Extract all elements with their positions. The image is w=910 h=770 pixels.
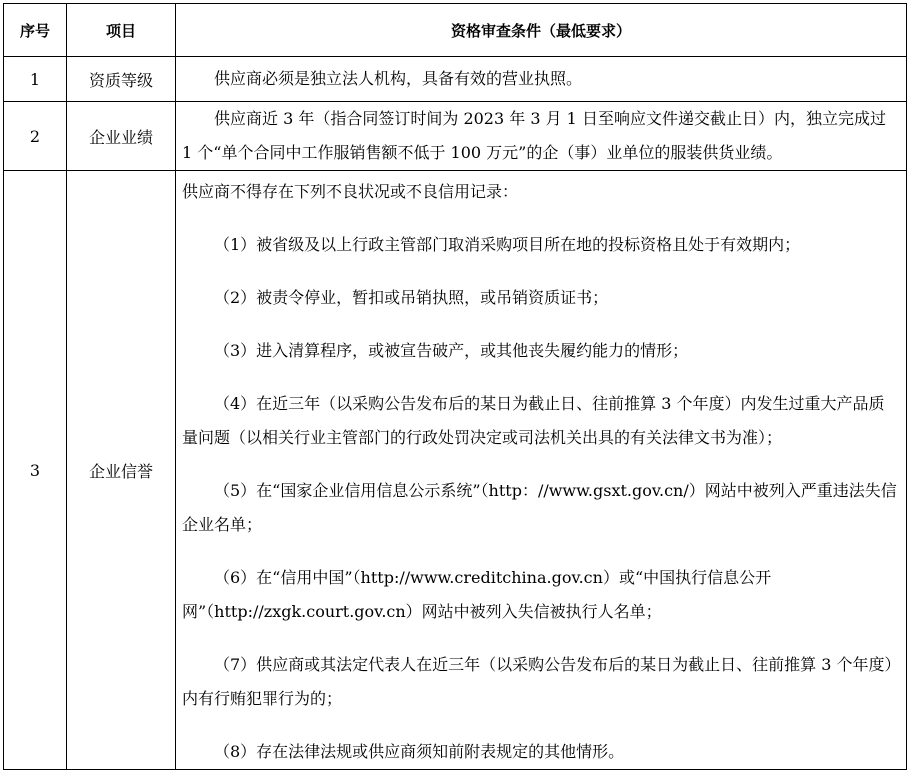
header-criteria: 资格审查条件（最低要求） (176, 4, 907, 57)
criteria-list-item: （6）在“信用中国”（http://www.creditchina.gov.cn）或“中国执行信息公开网”（http://zxgk.court.gov.cn）网站中被列入失信被执行人名单； (182, 568, 772, 621)
criteria-list-item: （3）进入清算程序，或被宣告破产，或其他丧失履约能力的情形； (214, 341, 689, 360)
row-item: 资质等级 (67, 57, 176, 102)
table-row (4, 102, 907, 171)
row-criteria (176, 171, 907, 770)
criteria-list-item: （4）在近三年（以采购公告发布后的某日为截止日、往前推算 3 个年度）内发生过重大产品质量问题（以相关行业主管部门的行政处罚决定或司法机关出具的有关法律文书为准）； (182, 394, 885, 447)
table-header-row (4, 4, 907, 57)
criteria-list-item: （7）供应商或其法定代表人在近三年（以采购公告发布后的某日为截止日、往前推算 3 个年度）内有行贿犯罪行为的； (182, 655, 893, 708)
header-item: 项目 (67, 4, 176, 57)
header-seq: 序号 (4, 4, 67, 57)
criteria-text: 供应商近 3 年（指合同签订时间为 2023 年 3 月 1 日至响应文件递交截止日）内，独立完成过 1 个“单个合同中工作服销售额不低于 100 万元”的企（事）业单位的服装供货业绩。 (182, 109, 886, 162)
criteria-list-item: （2）被责令停业，暂扣或吊销执照，或吊销资质证书； (214, 288, 609, 307)
row-criteria (176, 57, 907, 102)
table-row (4, 171, 907, 770)
row-item: 企业信誉 (67, 171, 176, 770)
qualification-table (3, 3, 907, 770)
row-seq: 1 (4, 57, 67, 102)
table-row (4, 57, 907, 102)
criteria-intro: 供应商不得存在下列不良状况或不良信用记录： (182, 182, 519, 201)
criteria-list-item: （5）在“国家企业信用信息公示系统”（http：//www.gsxt.gov.cn/）网站中被列入严重违法失信企业名单； (182, 481, 897, 534)
criteria-list-item: （8）存在法律法规或供应商须知前附表规定的其他情形。 (214, 742, 625, 761)
row-seq: 2 (4, 102, 67, 171)
criteria-list-item: （1）被省级及以上行政主管部门取消采购项目所在地的投标资格且处于有效期内； (214, 235, 801, 254)
row-seq: 3 (4, 171, 67, 770)
row-item: 企业业绩 (67, 102, 176, 171)
criteria-text: 供应商必须是独立法人机构，具备有效的营业执照。 (214, 69, 583, 88)
row-criteria (176, 102, 907, 171)
